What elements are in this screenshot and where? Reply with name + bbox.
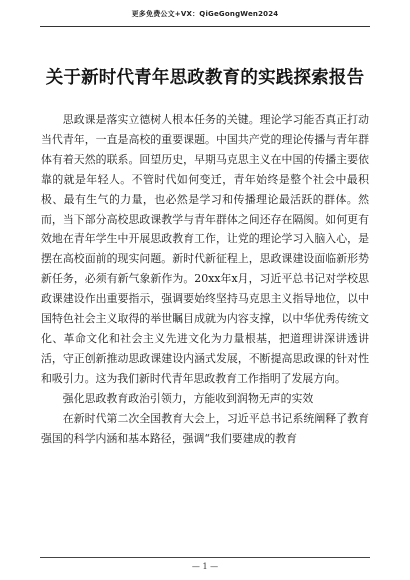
header-note: 更多免费公文+VX：QiGeGongWen2024 xyxy=(131,10,279,18)
section-heading: 强化思政教育政治引领力，方能收到润物无声的实效 xyxy=(62,391,314,405)
document-body xyxy=(41,110,369,448)
body-paragraph: 思政课是落实立德树人根本任务的关键。理论学习能否真正打动当代青年，一直是高校的重要课题。中国共产党的理论传播与青年群体有着天然的联系。回望历史，早期马克思主义在中国的传播主要依靠的就是年轻人。不管时代如何变迁，青年始终是整个社会中最积极、最有生气的力量，也必然是学习和传播理论最活跃的群体。然而，当下部分高校思政课教学与青年群体之间还存在隔阂。如何更有效地在青年学生中开展思政教育工作，让党的理论学习入脑入心，是摆在高校面前的现实问题。新时代新征程上，思政课建设面临新形势新任务，必须有新气象新作为。20xx年x月，习近平总书记对学校思政课建设作出重要指示，强调要始终坚持马克思主义指导地位，以中国特色社会主义取得的举世瞩目成就为内容支撑，以中华优秀传统文化、革命文化和社会主义先进文化为力量根基，把道理讲深讲透讲活，守正创新推动思政课建设内涵式发展，不断提高思政课的针对性和吸引力。这为我们新时代青年思政教育工作指明了发展方向。 xyxy=(41,113,369,385)
body-paragraph: 在新时代第二次全国教育大会上，习近平总书记系统阐释了教育强国的科学内涵和基本路径，强调“我们要建成的教育 xyxy=(41,411,369,445)
page-number: — 1 — xyxy=(191,562,219,571)
header-divider xyxy=(40,26,370,27)
footer-divider xyxy=(40,557,370,558)
document-title: 关于新时代青年思政教育的实践探索报告 xyxy=(45,68,365,88)
